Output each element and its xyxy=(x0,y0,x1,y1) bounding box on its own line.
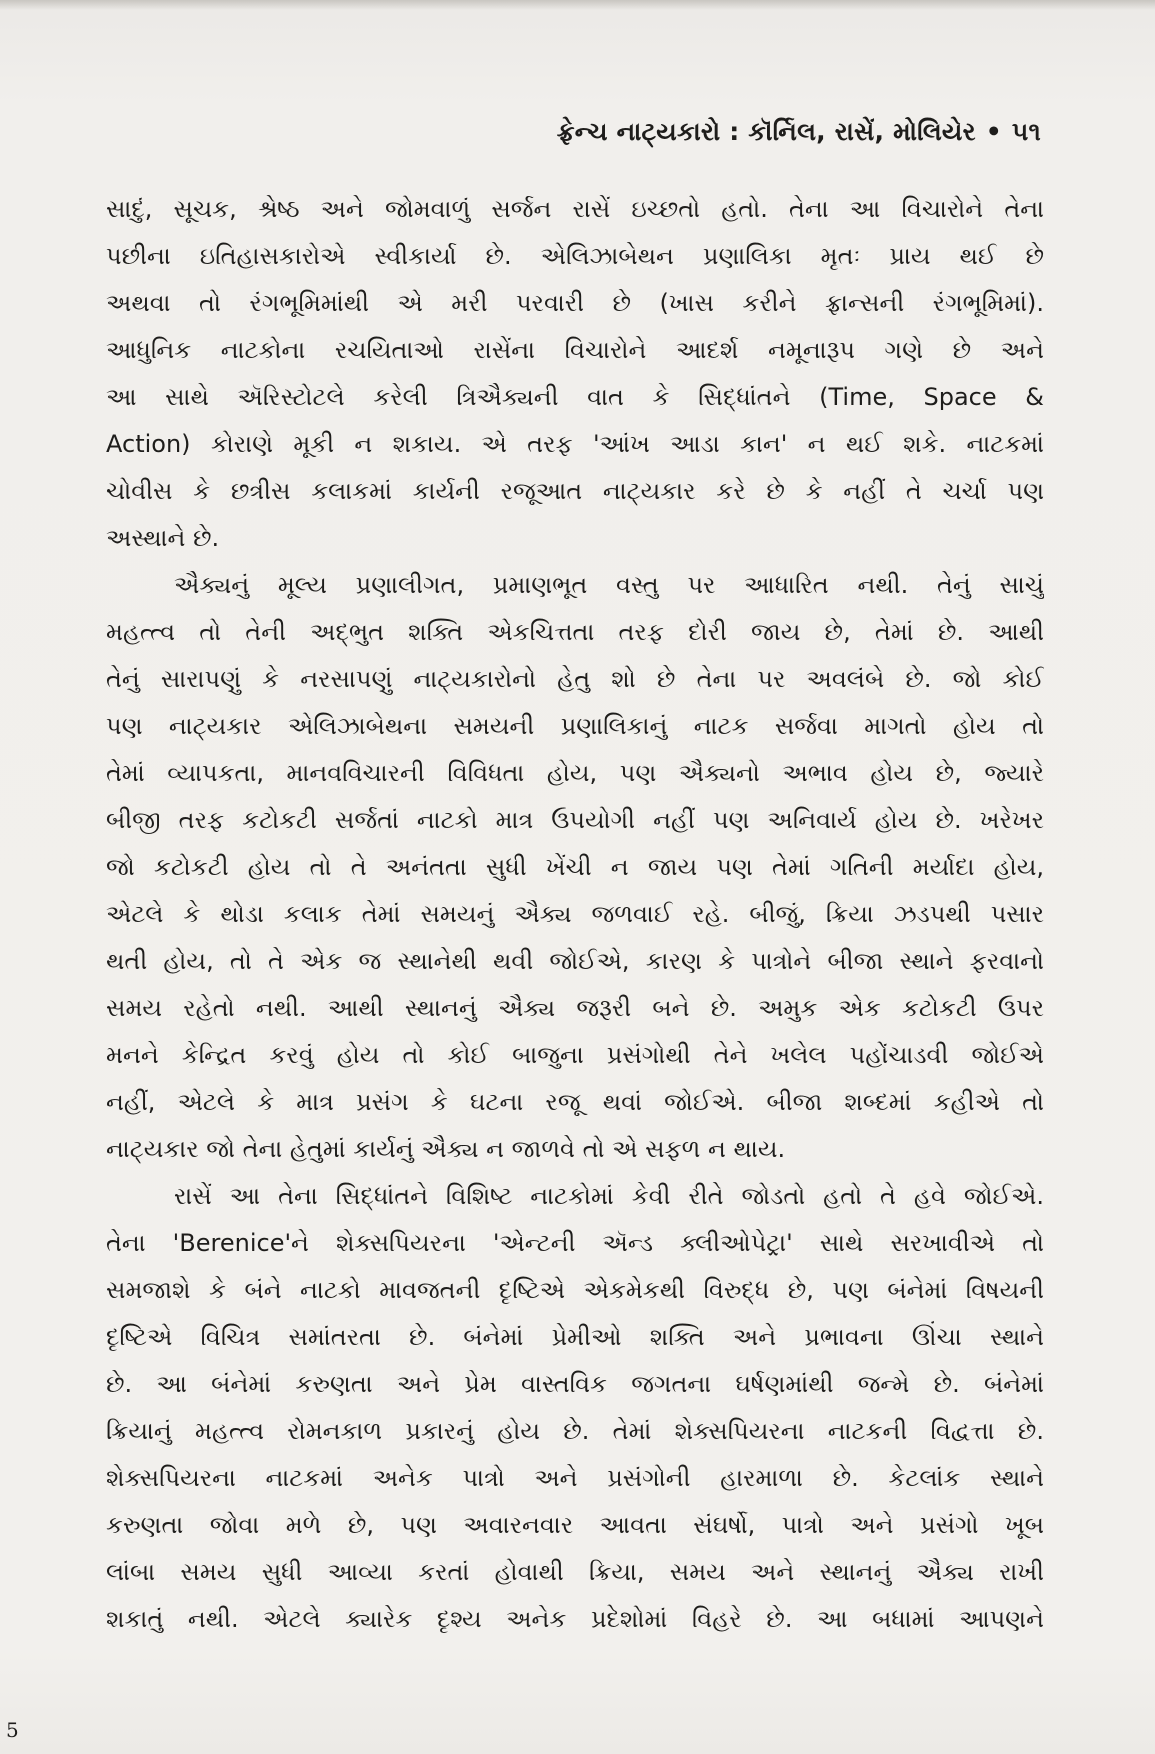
text-line: આધુનિક નાટકોના રચયિતાઓ રાસેંના વિચારોને આદર્શ નમૂનારૂપ ગણે છે અને xyxy=(106,336,1044,364)
text-line: રાસેં આ તેના સિદ્ધાંતને વિશિષ્ટ નાટકોમાં કેવી રીતે જોડતો હતો તે હવે જોઈએ. xyxy=(174,1182,1044,1210)
text-line: નહીં, એટલે કે માત્ર પ્રસંગ કે ઘટના રજૂ થવાં જોઈએ. બીજા શબ્દમાં કહીએ તો xyxy=(106,1088,1044,1116)
text-line: તેના 'Berenice'ને શેક્સપિયરના 'એન્ટની ઍન્ડ ક્લીઓપેટ્રા' સાથે સરખાવીએ તો xyxy=(106,1229,1044,1257)
text-line: સમજાશે કે બંને નાટકો માવજતની દૃષ્ટિએ એકમેકથી વિરુદ્ધ છે, પણ બંનેમાં વિષયની xyxy=(106,1276,1044,1304)
text-line: થતી હોય, તો તે એક જ સ્થાનેથી થવી જોઈએ, કારણ કે પાત્રોને બીજા સ્થાને ફરવાનો xyxy=(106,947,1044,975)
text-line: જો કટોકટી હોય તો તે અનંતતા સુધી ખેંચી ન જાય પણ તેમાં ગતિની મર્યાદા હોય, xyxy=(106,853,1044,881)
running-head-bullet: • xyxy=(985,117,1002,146)
text-line: મહત્ત્વ તો તેની અદ્ભુત શક્તિ એકચિત્તતા તરફ દોરી જાય છે, તેમાં છે. આથી xyxy=(106,618,1044,646)
text-line: બીજી તરફ કટોકટી સર્જતાં નાટકો માત્ર ઉપયોગી નહીં પણ અનિવાર્ય હોય છે. ખરેખર xyxy=(106,806,1044,834)
page-number: ૫૧ xyxy=(1011,117,1041,146)
text-line: દૃષ્ટિએ વિચિત્ર સમાંતરતા છે. બંનેમાં પ્રેમીઓ શક્તિ અને પ્રભાવના ઊંચા સ્થાને xyxy=(106,1323,1044,1351)
text-line: Action) કોરાણે મૂકી ન શકાય. એ તરફ 'આંખ આડા કાન' ન થઈ શકે. નાટકમાં xyxy=(106,430,1044,458)
text-line: પછીના ઇતિહાસકારોએ સ્વીકાર્યા છે. એલિઝાબેથન પ્રણાલિકા મૃતઃ પ્રાય થઈ છે xyxy=(106,242,1044,270)
text-line: અથવા તો રંગભૂમિમાંથી એ મરી પરવારી છે (ખાસ કરીને ફ્રાન્સની રંગભૂમિમાં). xyxy=(106,289,1044,317)
text-line: શકાતું નથી. એટલે ક્યારેક દૃશ્ય અનેક પ્રદેશોમાં વિહરે છે. આ બધામાં આપણને xyxy=(106,1605,1044,1633)
text-line: એટલે કે થોડા કલાક તેમાં સમયનું ઐક્ય જળવાઈ રહે. બીજું, ક્રિયા ઝડપથી પસાર xyxy=(106,900,1044,928)
text-line: સાદું, સૂચક, શ્રેષ્ઠ અને જોમવાળું સર્જન રાસેં ઇચ્છતો હતો. તેના આ વિચારોને તેના xyxy=(106,195,1044,223)
text-line: મનને કેન્દ્રિત કરવું હોય તો કોઈ બાજુના પ્રસંગોથી તેને ખલેલ પહોંચાડવી જોઈએ xyxy=(106,1041,1044,1069)
text-line: લાંબા સમય સુધી આવ્યા કરતાં હોવાથી ક્રિયા, સમય અને સ્થાનનું ઐક્ય રાખી xyxy=(106,1558,1044,1586)
page-top-shadow xyxy=(0,0,1155,10)
text-line: ચોવીસ કે છત્રીસ કલાકમાં કાર્યની રજૂઆત નાટ્યકાર કરે છે કે નહીં તે ચર્ચા પણ xyxy=(106,477,1044,505)
text-line: તેનું સારાપણું કે નરસાપણું નાટ્યકારોનો હેતુ શો છે તેના પર અવલંબે છે. જો કોઈ xyxy=(106,665,1044,693)
text-line: પણ નાટ્યકાર એલિઝાબેથના સમયની પ્રણાલિકાનું નાટક સર્જવા માગતો હોય તો xyxy=(106,712,1044,740)
text-line: આ સાથે ઍરિસ્ટોટલે કરેલી ત્રિઐક્યની વાત કે સિદ્ધાંતને (Time, Space & xyxy=(106,383,1044,411)
text-line: કરુણતા જોવા મળે છે, પણ અવારનવાર આવતા સંઘર્ષો, પાત્રો અને પ્રસંગો ખૂબ xyxy=(106,1511,1044,1539)
running-head xyxy=(0,117,1041,147)
body-text xyxy=(106,186,1044,1643)
text-line: શેક્સપિયરના નાટકમાં અનેક પાત્રો અને પ્રસંગોની હારમાળા છે. કેટલાંક સ્થાને xyxy=(106,1464,1044,1492)
text-line: ક્રિયાનું મહત્ત્વ રોમનકાળ પ્રકારનું હોય છે. તેમાં શેક્સપિયરના નાટકની વિદ્વત્તા છે. xyxy=(106,1417,1044,1445)
text-line: છે. આ બંનેમાં કરુણતા અને પ્રેમ વાસ્તવિક જગતના ઘર્ષણમાંથી જન્મે છે. બંનેમાં xyxy=(106,1370,1044,1398)
text-line: નાટ્યકાર જો તેના હેતુમાં કાર્યનું ઐક્ય ન જાળવે તો એ સફળ ન થાય. xyxy=(106,1135,786,1163)
text-line: સમય રહેતો નથી. આથી સ્થાનનું ઐક્ય જરૂરી બને છે. અમુક એક કટોકટી ઉપર xyxy=(106,994,1044,1022)
running-head-title: ફ્રેન્ચ નાટ્યકારો : કૉર્નિલ, રાસેં, મોલિયેર xyxy=(556,117,976,146)
text-line: ઐક્યનું મૂલ્ય પ્રણાલીગત, પ્રમાણભૂત વસ્તુ પર આધારિત નથી. તેનું સાચું xyxy=(174,571,1044,599)
folio-mark: 5 xyxy=(6,1718,19,1742)
text-line: અસ્થાને છે. xyxy=(106,524,220,552)
text-line: તેમાં વ્યાપકતા, માનવવિચારની વિવિધતા હોય, પણ ઐક્યનો અભાવ હોય છે, જ્યારે xyxy=(106,759,1044,787)
